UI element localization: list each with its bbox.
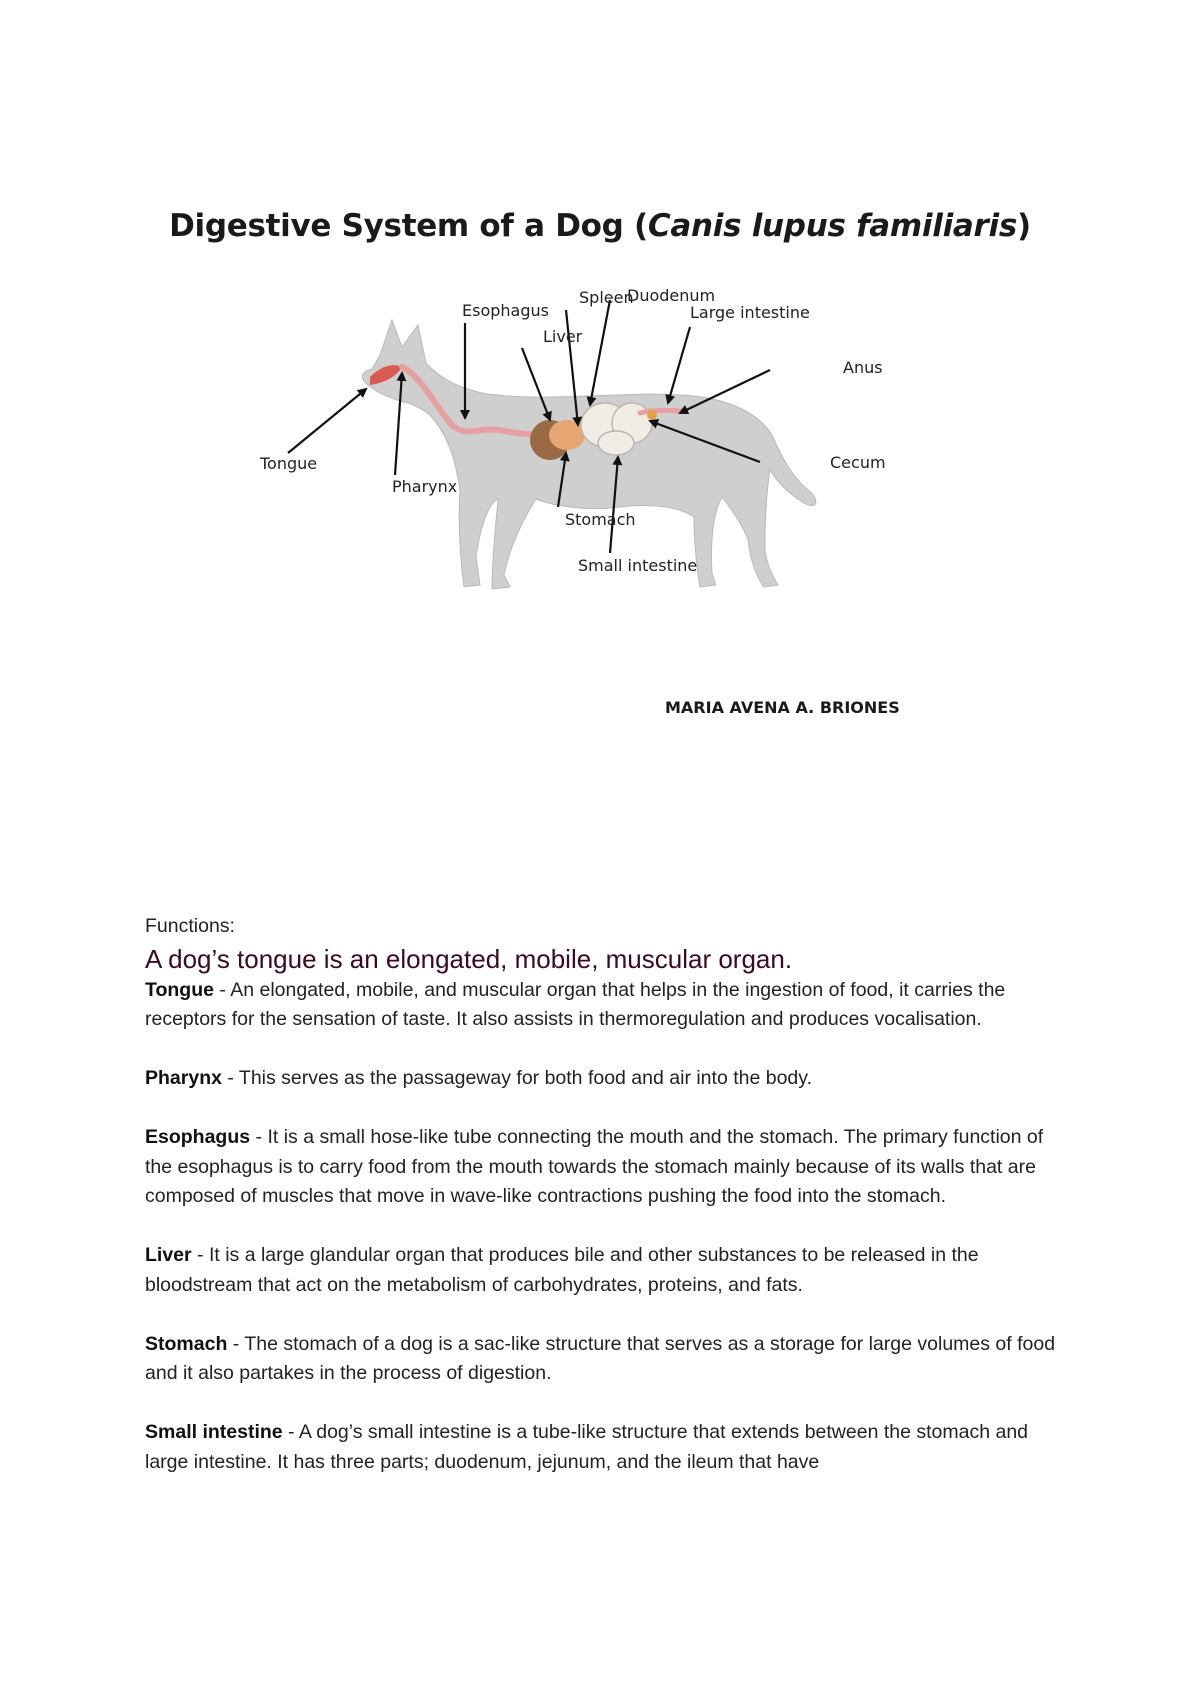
dog-silhouette xyxy=(362,320,815,589)
label-esophagus: Esophagus xyxy=(462,301,549,320)
duodenum-arrow xyxy=(590,300,610,405)
section-subheading: A dog’s tongue is an elongated, mobile, muscular organ. xyxy=(145,943,793,974)
cecum-organ xyxy=(647,410,657,420)
document-title: Digestive System of a Dog (Canis lupus familiaris) xyxy=(169,208,1031,244)
label-cecum: Cecum xyxy=(830,453,886,472)
entry-description: - A dog’s small intestine is a tube-like structure that extends between the stomach and large intestine. It has three parts; duodenum, jejunum, and the ileum that have xyxy=(145,1421,1029,1473)
function-entry xyxy=(145,1330,1065,1389)
function-entry xyxy=(145,1123,1065,1212)
entry-description: - This serves as the passageway for both food and air into the body. xyxy=(221,1067,812,1089)
entry-term: Esophagus xyxy=(145,1126,251,1148)
entry-description: - The stomach of a dog is a sac-like structure that serves as a storage for large volumes of food and it also partakes in the process of digestion. xyxy=(145,1332,1056,1384)
function-entry xyxy=(145,976,1065,1035)
large-intestine-arrow xyxy=(668,327,690,403)
label-spleen: Spleen xyxy=(579,288,634,307)
label-pharynx: Pharynx xyxy=(392,477,458,496)
dog-digestive-diagram xyxy=(260,285,930,645)
label-stomach: Stomach xyxy=(565,510,636,529)
label-small-intestine: Small intestine xyxy=(578,556,698,575)
function-entry xyxy=(145,1241,1065,1300)
tongue-arrow xyxy=(288,389,366,453)
scientific-name: Canis lupus familiaris xyxy=(647,208,1017,244)
stomach-organ xyxy=(549,420,585,450)
entry-term: Small intestine xyxy=(145,1421,283,1443)
function-entry xyxy=(145,1418,1065,1477)
label-anus: Anus xyxy=(843,358,883,377)
functions-label: Functions: xyxy=(145,915,235,937)
functions-section xyxy=(145,912,1065,1507)
large-intestine-organ xyxy=(640,411,685,414)
entry-term: Pharynx xyxy=(145,1067,222,1089)
entry-term: Tongue xyxy=(145,978,214,1001)
entry-description: - It is a large glandular organ that produces bile and other substances to be released in the bloodstream that act on the metabolism of carbohydrates, proteins, and fats. xyxy=(145,1244,979,1296)
label-large-intestine: Large intestine xyxy=(690,303,810,322)
label-duodenum: Duodenum xyxy=(627,286,716,305)
entry-term: Liver xyxy=(145,1244,192,1266)
entry-term: Stomach xyxy=(145,1332,228,1355)
entry-description: - It is a small hose-like tube connecting the mouth and the stomach. The primary function of the esophagus is to carry food from the mouth towards the stomach mainly because of its walls that are composed of muscles that move in wave-like contractions pushing the food into the stomach. xyxy=(145,1126,1044,1207)
label-tongue: Tongue xyxy=(260,454,318,473)
entry-description: - An elongated, mobile, and muscular organ that helps in the ingestion of food, it carries the receptors for the sensation of taste. It also assists in thermoregulation and produces vocalisation. xyxy=(145,978,1006,1030)
function-entries xyxy=(145,976,1065,1478)
author-name: MARIA AVENA A. BRIONES xyxy=(665,698,900,717)
label-liver: Liver xyxy=(543,327,583,346)
function-entry xyxy=(145,1064,1065,1094)
